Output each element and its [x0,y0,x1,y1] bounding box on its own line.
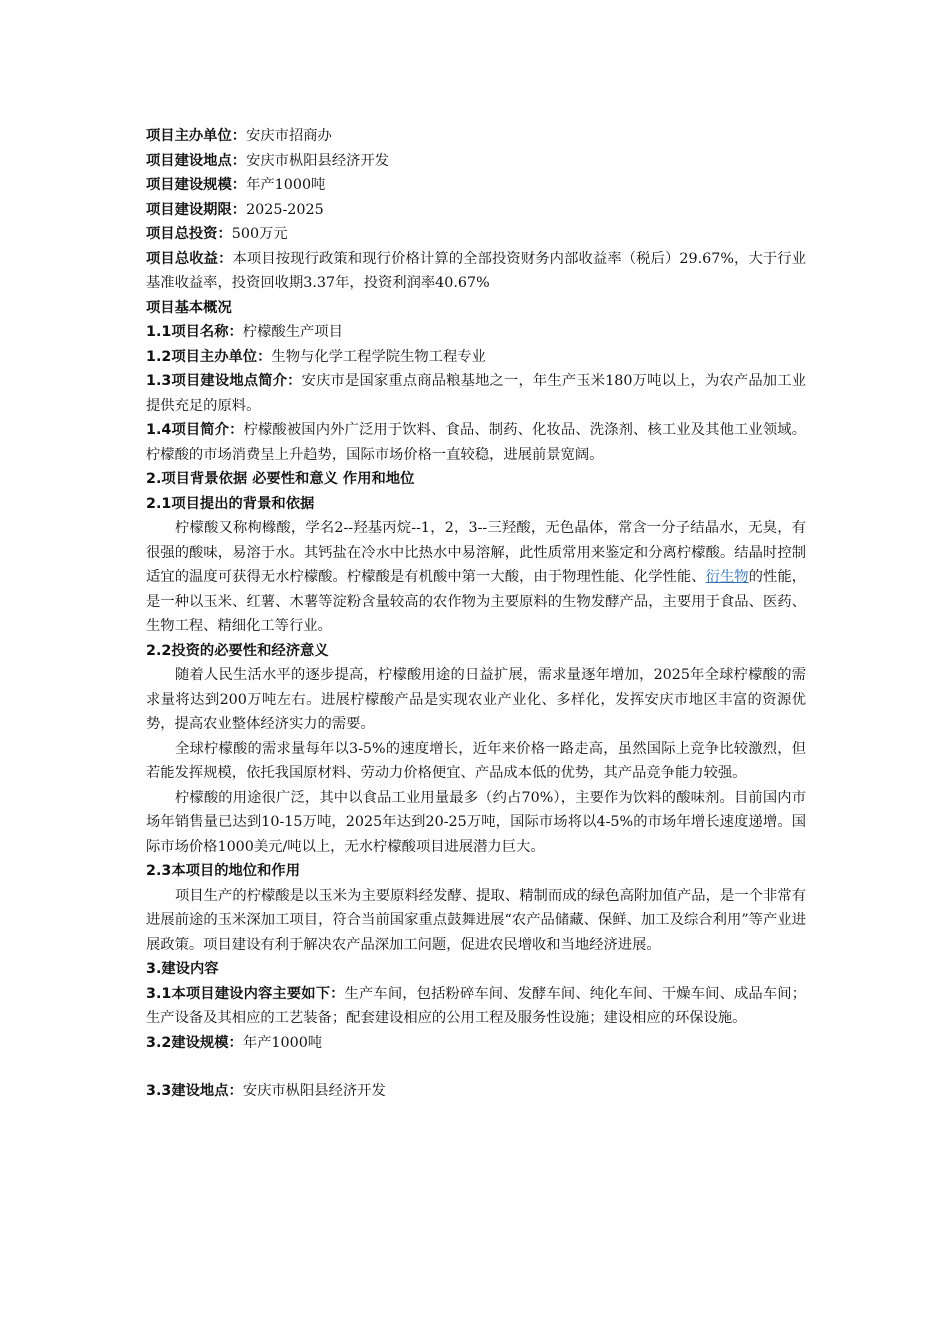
period-line [146,198,806,223]
host-value: 安庆市招商办 [246,128,332,144]
document-page [146,124,806,1104]
host-line [146,124,806,149]
investment-label: 项目总投资： [146,226,232,242]
overview-heading: 项目基本概况 [146,299,232,316]
construction-site-value: 安庆市枞阳县经济开发 [242,1083,386,1099]
project-site-value: 安庆市是国家重点商品粮基地之一，年生产玉米180万吨以上，为农产品加工业提供充足的原料。 [146,373,806,414]
project-name-line [146,320,806,345]
return-paragraph [146,247,806,296]
construction-scale-line [146,1031,806,1056]
construction-site-label: 3.3建设地点： [146,1083,243,1099]
section-2-2-paragraph-2: 全球柠檬酸的需求量每年以3-5%的速度增长，近年来价格一路走高，虽然国际上竞争比较激烈，但若能发挥规模，依托我国原材料、劳动力价格便宜、产品成本低的优势，其产品竞争能力较强。 [146,740,806,781]
project-host-line [146,345,806,370]
construction-scale-label: 3.2建设规模： [146,1034,243,1051]
host-label: 项目主办单位： [146,128,247,144]
scale-value: 年产1000吨 [246,177,326,193]
section-2-3-paragraph: 项目生产的柠檬酸是以玉米为主要原料经发酵、提取、精制而成的绿色高附加值产品，是一个非常有进展前途的玉米深加工项目，符合当前国家重点鼓舞进展“农产品储藏、保鲜、加工及综合利用”等产业进展政策。项目建设有利于解决农产品深加工问题，促进农民增收和当地经济进展。 [146,887,806,953]
site-value: 安庆市枞阳县经济开发 [246,152,390,169]
construction-content-label: 3.1本项目建设内容主要如下： [146,985,345,1002]
project-host-value: 生物与化学工程学院生物工程专业 [271,348,486,365]
construction-heading: 3.建设内容 [146,961,219,977]
project-intro-label: 1.4项目简介： [146,422,244,438]
project-host-label: 1.2项目主办单位： [146,348,272,365]
construction-site-line [146,1079,806,1104]
background-heading: 2.项目背景依据 必要性和意义 作用和地位 [146,471,415,487]
investment-value: 500万元 [231,226,288,242]
project-site-paragraph [146,369,806,418]
project-intro-value: 柠檬酸被国内外广泛用于饮料、食品、制药、化妆品、洗涤剂、核工业及其他工业领域。柠檬酸的市场消费呈上升趋势，国际市场价格一直较稳，进展前景宽阔。 [146,422,806,463]
derivative-link[interactable]: 衍生物 [705,569,749,585]
project-intro-paragraph [146,418,806,467]
project-name-value: 柠檬酸生产项目 [242,324,343,340]
section-2-3-heading: 2.3本项目的地位和作用 [146,863,300,879]
section-2-1-text-b: 的性能，是一种以玉米、红薯、木薯等淀粉含量较高的农作物为主要原料的生物发酵产品，主要用于食品、医药、生物工程、精细化工等行业。 [146,569,806,634]
return-label: 项目总收益： [146,250,233,267]
construction-content-value: 生产车间，包括粉碎车间、发酵车间、纯化车间、干燥车间、成品车间；生产设备及其相应的工艺装备；配套建设相应的公用工程及服务性设施；建设相应的环保设施。 [146,985,806,1026]
period-label: 项目建设期限： [146,201,247,218]
section-2-1-text-a: 柠檬酸又称枸橼酸，学名2--羟基丙烷--1，2，3--三羟酸，无色晶体，常含一分子结晶水，无臭，有很强的酸味，易溶于水。其钙盐在冷水中比热水中易溶解，此性质常用来鉴定和分离柠檬酸。结晶时控制适宜的温度可获得无水柠檬酸。柠檬酸是有机酸中第一大酸，由于物理性能、化学性能、 [146,520,806,585]
period-value: 2025-2025 [246,201,324,218]
scale-line [146,173,806,198]
section-2-2-paragraph-3: 柠檬酸的用途很广泛，其中以食品工业用量最多（约占70%），主要作为饮料的酸味剂。目前国内市场年销售量已达到10-15万吨，2025年达到20-25万吨，国际市场将以4-5%的市场年增长速度递增。国际市场价格1000美元/吨以上，无水柠檬酸项目进展潜力巨大。 [146,789,806,855]
construction-scale-value: 年产1000吨 [242,1034,323,1051]
site-label: 项目建设地点： [146,152,247,169]
scale-label: 项目建设规模： [146,177,247,193]
site-line [146,149,806,174]
project-site-label: 1.3项目建设地点简介： [146,373,302,389]
project-name-label: 1.1项目名称： [146,324,243,340]
section-2-2-paragraph-1: 随着人民生活水平的逐步提高，柠檬酸用途的日益扩展，需求量逐年增加，2025年全球柠檬酸的需求量将达到200万吨左右。进展柠檬酸产品是实现农业产业化、多样化，发挥安庆市地区丰富的资源优势，提高农业整体经济实力的需要。 [146,667,806,732]
return-value: 本项目按现行政策和现行价格计算的全部投资财务内部收益率（税后）29.67%，大于行业基准收益率，投资回收期3.37年，投资利润率40.67% [146,250,806,291]
section-2-1-heading: 2.1项目提出的背景和依据 [146,495,315,512]
section-2-2-heading: 2.2投资的必要性和经济意义 [146,642,329,659]
blank-line [146,1055,806,1079]
investment-line [146,222,806,247]
section-2-1-paragraph [146,516,806,639]
construction-content-paragraph [146,982,806,1031]
